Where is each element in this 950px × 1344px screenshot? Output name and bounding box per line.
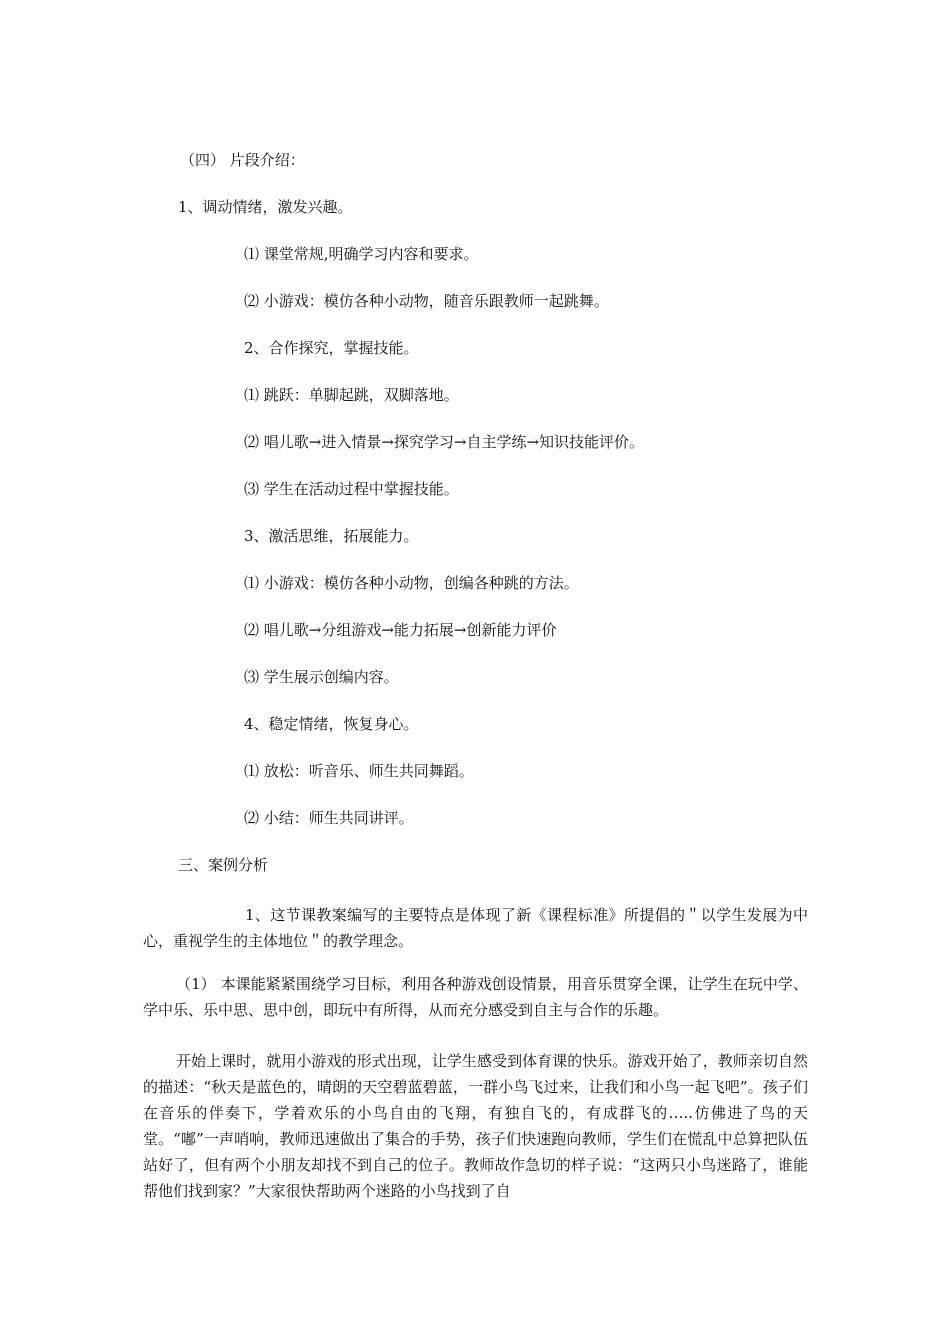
- section-three-heading: 三、案例分析: [178, 856, 269, 874]
- item-3-sub-3: ⑶ 学生展示创编内容。: [244, 668, 399, 686]
- item-1-heading: 1、调动情绪，激发兴趣。: [178, 198, 353, 216]
- analysis-paragraph-2: （1） 本课能紧紧围绕学习目标，利用各种游戏创设情景，用音乐贯穿全课，让学生在玩中学、学中乐、乐中思、思中创，即玩中有所得，从而充分感受到自主与合作的乐趣。: [143, 975, 808, 1019]
- item-2-heading: 2、合作探究，掌握技能。: [244, 339, 419, 357]
- analysis-paragraph-1: 1、这节课教案编写的主要特点是体现了新《课程标准》所提倡的＂以学生发展为中心，重视学生的主体地位＂的教学理念。: [143, 906, 808, 950]
- item-2-sub-1: ⑴ 跳跃：单脚起跳，双脚落地。: [244, 386, 459, 404]
- item-3-sub-1: ⑴ 小游戏：模仿各种小动物，创编各种跳的方法。: [244, 574, 579, 592]
- item-4-sub-2: ⑵ 小结：师生共同讲评。: [244, 809, 414, 827]
- item-1-sub-2: ⑵ 小游戏：模仿各种小动物，随音乐跟教师一起跳舞。: [244, 292, 609, 310]
- section-four-heading: （四） 片段介绍：: [180, 151, 305, 169]
- analysis-paragraph-3: 开始上课时，就用小游戏的形式出现，让学生感受到体育课的快乐。游戏开始了，教师亲切自然的描述：“秋天是蓝色的，晴朗的天空碧蓝碧蓝，一群小鸟飞过来，让我们和小鸟一起飞吧”。孩子们在音乐的伴奏下，学着欢乐的小鸟自由的飞翔，有独自飞的，有成群飞的…..仿佛进了鸟的天堂。“嘟”一声哨响，教师迅速做出了集合的手势，孩子们快速跑向教师，学生们在慌乱中总算把队伍站好了，但有两个小朋友却找不到自己的位子。教师故作急切的样子说：“这两只小鸟迷路了，谁能帮他们找到家？”大家很快帮助两个迷路的小鸟找到了自: [143, 1052, 808, 1200]
- item-3-heading: 3、激活思维，拓展能力。: [244, 527, 419, 545]
- item-3-sub-2: ⑵ 唱儿歌→分组游戏→能力拓展→创新能力评价: [244, 621, 557, 639]
- item-2-sub-2: ⑵ 唱儿歌→进入情景→探究学习→自主学练→知识技能评价。: [244, 433, 645, 451]
- item-4-heading: 4、稳定情绪，恢复身心。: [244, 715, 419, 733]
- item-4-sub-1: ⑴ 放松：听音乐、师生共同舞蹈。: [244, 762, 474, 780]
- item-2-sub-3: ⑶ 学生在活动过程中掌握技能。: [244, 480, 459, 498]
- item-1-sub-1: ⑴ 课堂常规,明确学习内容和要求。: [244, 245, 479, 263]
